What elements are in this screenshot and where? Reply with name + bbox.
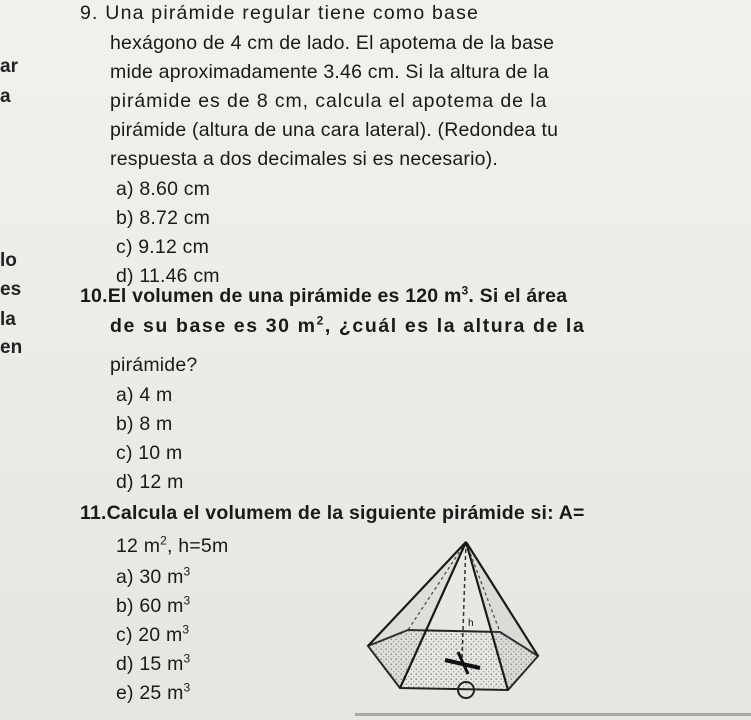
q9-line-1: 9. Una pirámide regular tiene como base (80, 2, 480, 24)
q11-exponent: 3 (183, 680, 191, 695)
q10-exponent: 3 (461, 283, 469, 298)
q11-option-c (116, 624, 189, 646)
q9-line-2: hexágono de 4 cm de lado. El apotema de la base (110, 32, 555, 54)
q10-option-c: c) 10 m (116, 442, 183, 464)
q11-option-a-text: a) 30 m (116, 566, 184, 588)
q9-line-3: mide aproximadamente 3.46 cm. Si la altura de la (110, 61, 549, 83)
q10-line-2-text: de su base es 30 m (110, 315, 317, 337)
q11-option-e-text: e) 25 m (116, 682, 184, 704)
q11-option-b (116, 595, 190, 617)
q11-option-d-text: d) 15 m (116, 653, 184, 675)
q10-line-2-end: , ¿cuál es la altura de la (324, 315, 586, 337)
q10-line-2 (110, 315, 585, 337)
q11-line-2 (116, 535, 228, 557)
edge-fragment: en (0, 337, 23, 358)
q9-line-6: respuesta a dos decimales si es necesario). (110, 148, 498, 170)
q9-option-c: c) 9.12 cm (116, 236, 210, 258)
q10-line-1 (80, 285, 567, 307)
q10-option-b: b) 8 m (116, 413, 173, 435)
q11-option-a (116, 566, 190, 588)
edge-fragment: lo (0, 250, 17, 271)
q11-option-e (116, 682, 190, 704)
q9-option-b: b) 8.72 cm (116, 207, 211, 229)
q9-option-d: d) 11.46 cm (116, 265, 220, 287)
q11-exponent: 3 (183, 651, 191, 666)
bottom-edge-shadow (355, 713, 751, 716)
q11-line-1: 11.Calcula el volumem de la siguiente pirámide si: A= (80, 502, 585, 524)
q11-exponent: 3 (183, 564, 191, 579)
q11-exponent: 3 (182, 622, 190, 637)
q11-exponent: 3 (183, 593, 191, 608)
q10-line-1-text: 10.El volumen de una pirámide es 120 m (80, 285, 462, 307)
q11-exponent: 2 (160, 533, 168, 548)
q10-exponent: 2 (316, 313, 325, 328)
q9-line-5: pirámide (altura de una cara lateral). (Redondea tu (110, 119, 559, 141)
q11-line-2-end: , h=5m (167, 535, 229, 557)
q9-line-4: pirámide es de 8 cm, calcula el apotema de la (110, 90, 548, 112)
edge-fragment: la (0, 309, 16, 330)
edge-fragment: a (0, 86, 11, 107)
edge-fragment: ar (0, 56, 18, 77)
height-label: h (468, 618, 474, 629)
q11-option-d (116, 653, 190, 675)
q11-option-c-text: c) 20 m (116, 624, 183, 646)
q10-option-a: a) 4 m (116, 384, 173, 406)
q11-option-b-text: b) 60 m (116, 595, 184, 617)
q10-option-d: d) 12 m (116, 471, 184, 493)
q10-line-3: pirámide? (110, 354, 198, 376)
q9-option-a: a) 8.60 cm (116, 178, 211, 200)
q10-line-1-end: . Si el área (468, 285, 568, 307)
hexagonal-pyramid-figure (350, 528, 560, 713)
q11-line-2-text: 12 m (116, 535, 161, 557)
edge-fragment: es (0, 279, 22, 300)
